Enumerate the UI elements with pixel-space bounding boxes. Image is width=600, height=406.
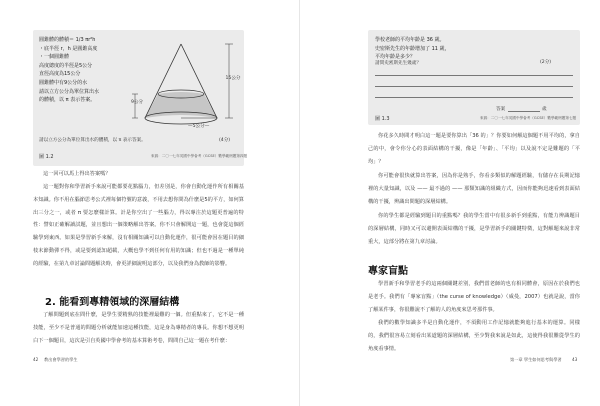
figure-source-1-2: 來源：二〇一七年英國中學會考（GCSE）數學範例題第四題 <box>151 154 248 158</box>
answer-blank <box>508 111 540 112</box>
right-paragraph-1: 你花多久時間才明白這一題是要你算出「36 的」？你要如何解這個題不用平均的，拿自己的中，會令你分心的表面結構的干擾，像是「年齡」、「平均」以及說不定是難題的「平均」？ <box>368 133 580 165</box>
left-paragraph-1: 這一回可以馬上得出答案嗎？ <box>43 171 111 177</box>
right-paragraph-2: 你可能會很快就算出答案，因為你是熟手，你看多類似的解題經驗，有儲存在長期記憶裡的大量知識，以及 —— 最不過的 —— 那類知識的組織方式，因而你能夠迅速看到表面結構的干擾，辨識出問題的深層結構。 <box>368 173 580 205</box>
age-problem-text: 學校老師的平均年齡是 36 歲。 史密斯先生的年齡增加了 11 歲， 平均年齡是多少？ <box>375 37 450 61</box>
age-question: 請問史密斯先生幾歲？ <box>375 61 421 66</box>
left-page-number: 42 <box>33 357 39 362</box>
age-marks: (2分) <box>540 60 552 65</box>
answer-unit: 歲 <box>542 107 547 112</box>
cone-diagram <box>125 36 245 146</box>
cone-question: 請以立方公分為單位算出水的體積，以 π 表示答案。 <box>39 138 146 143</box>
left-paragraph-3: 了解問題到底在問什麼，是學生要精熟的技能裡最難的一個。但重點來了，它不是一種技能，至少不是普通的問題分析就能加速這種技能，這是身為專精者的專長。你想不想更明白下一個題目，這次是引自英國中學會考的基本算術考卷，問問自己這一題在考什麼： <box>33 312 244 344</box>
working-line-3 <box>375 97 573 98</box>
right-page-number: 43 <box>572 357 578 362</box>
label-5cm: —5公分— <box>188 124 210 129</box>
working-line-2 <box>375 86 573 87</box>
right-paragraph-3: 你的學生都是經驗到題目的重點嗎？我的學生當中有很多新手到重點，有能力辨識題目的深層結構，同時又可以避開表面結構的干擾，是學習新手的關鍵特徵，這對解題來說非常重大，這部分將在第九章討論。 <box>368 213 580 245</box>
right-running-footer: 第一章 學生如何思考與學習 <box>510 357 562 362</box>
cone-marks: (4分) <box>219 138 231 143</box>
label-15cm: 15公分 <box>225 76 241 81</box>
left-paragraph-2: 這一題對你和學習新手來說可能都要花點腦力，但差別是，你會自動化運作所有相關基本知識。你不用在腦節思考公式裡每個符號的意義，不用去想你問為什麼是5的平方，如何算出三分之一，或者 π 要怎麼樣計算。計是你空出了一些腦力，得以專注於這題更普遍的特性：譬如正確解讀試題，並且想出一個策略解出答案。你不只會解開這一題，也會從這個經驗學到東西。如果是學習新手來解，沒有相關知識可以自動化運作，很可能會因在題目的細枝末節動彈不得，或是要到認知超載，大概也學不到任何有用的知識；但也不過是一種單純的經驗，在第九章討論問題解決時，會更詳細說明這部分，以及我們身為教師的影響。 <box>33 184 244 267</box>
right-paragraph-5: 我們的數學知識多半是自動化運作，不須動用工作記憶就能夠進行基本的運算。同樣的，我們很容易立刻看出某道題的深層結構，至少對我來說是如此，這使得我很難從學生的角度看事情。 <box>368 320 580 352</box>
figure-1-2-box <box>33 30 248 166</box>
figure-1-3-box <box>368 30 580 125</box>
left-running-footer: 教出會學習的學生 <box>44 357 78 362</box>
right-paragraph-4: 學習新手和學習老手的這兩個關鍵差別，我們當老師的也有相同體會，原因在於我們也是老手。我們有「專家盲點」（the curse of knowledge）（威曼，2007）也就是說，當你了解某件事，你很難說不了解的人的角度來思考那件事。 <box>368 281 580 313</box>
cone-problem-text: 圓錐體的體積＝ 1/3 πr²h ・底半徑 r，h 是圓錐高度 ・一個圓錐體 高度總度的半徑是5公分 直徑高度為15公分 圓錐體中有9公分的水 請以立方公分為單位算出水 的體積，以 π 表示答案。 <box>39 37 100 104</box>
working-line-1 <box>375 75 573 76</box>
figure-label-1-2: 圖 1.2 <box>39 154 54 160</box>
right-page <box>300 0 600 406</box>
section-heading-2: 2. 能看到專精領域的深層結構 <box>45 297 180 308</box>
figure-source-1-3: 來源：二〇一七年英國中學會考（GCSE）數學範例題第七題 <box>480 116 577 120</box>
figure-label-1-3: 圖 1.3 <box>375 116 390 122</box>
section-heading-expert-blind-spot: 專家盲點 <box>368 266 408 277</box>
label-9cm: 9公分 <box>131 100 144 105</box>
answer-label: 答案 <box>496 107 506 112</box>
